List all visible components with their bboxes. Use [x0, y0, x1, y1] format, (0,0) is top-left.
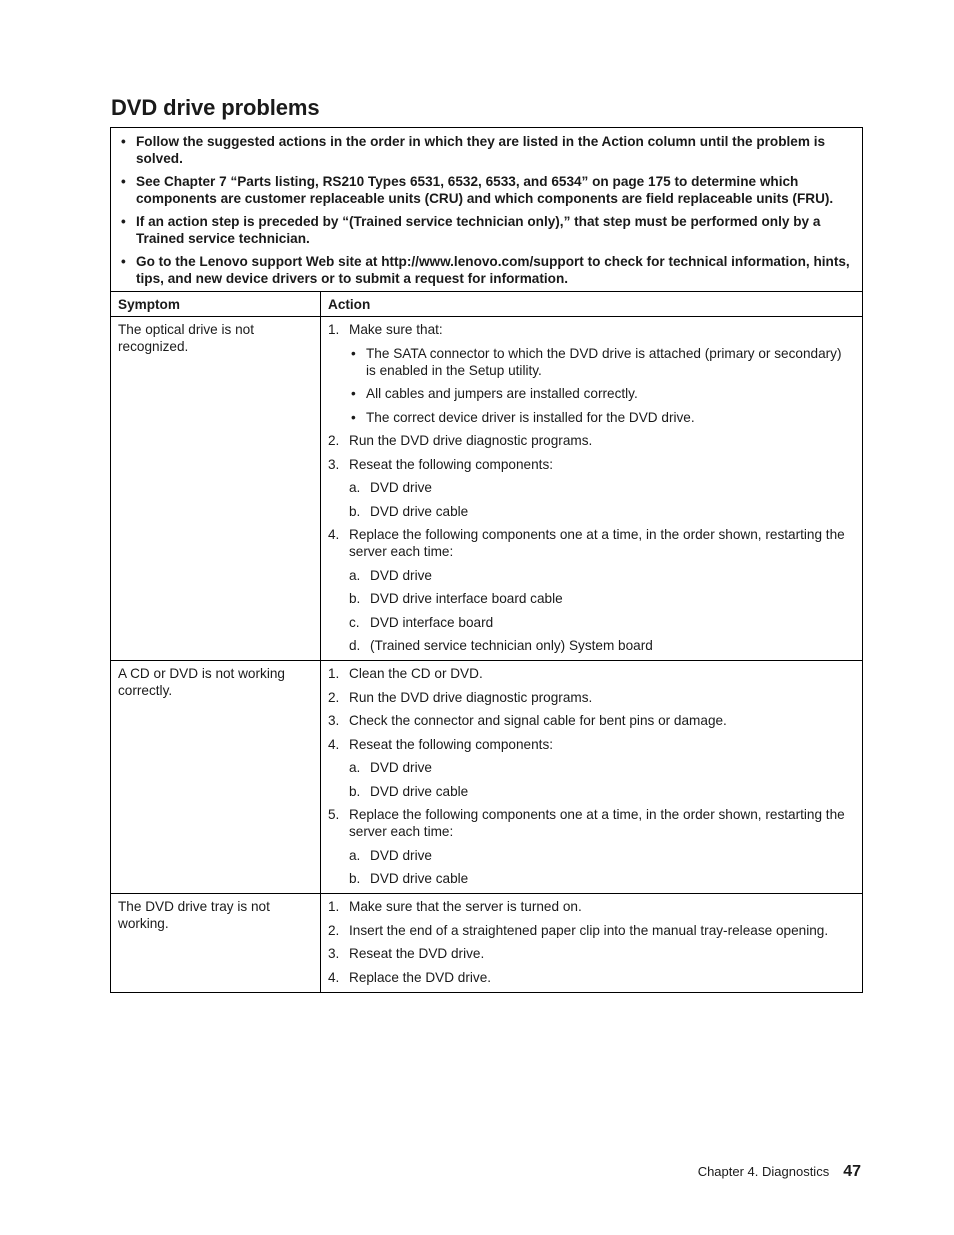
- step-text: Clean the CD or DVD.: [349, 666, 483, 681]
- table-row: [111, 661, 863, 894]
- sub-step-letter: a.: [349, 847, 361, 863]
- sub-step-letter: a.: [349, 567, 361, 583]
- sub-step-text: DVD drive: [370, 760, 432, 775]
- action-step: [328, 922, 855, 939]
- sub-step-text: All cables and jumpers are installed correctly.: [366, 386, 638, 401]
- sub-step-text: DVD drive: [370, 847, 432, 863]
- note-item: [119, 253, 854, 287]
- action-step: [328, 736, 855, 800]
- sub-step: [349, 345, 855, 379]
- sub-step: [349, 590, 855, 607]
- table-rows: [111, 317, 863, 993]
- sub-step: [349, 637, 855, 654]
- step-number: 2.: [328, 689, 340, 705]
- step-text: Insert the end of a straightened paper clip into the manual tray-release opening.: [349, 922, 829, 938]
- bullet-icon: •: [121, 214, 126, 229]
- action-step: [328, 689, 855, 706]
- symptom-cell: A CD or DVD is not working correctly.: [111, 661, 321, 894]
- sub-step-text: DVD drive interface board cable: [370, 591, 563, 606]
- step-number: 3.: [328, 713, 340, 728]
- action-step: [328, 665, 855, 682]
- note-text: Follow the suggested actions in the order in which they are listed in the Action column until the problem is solved.: [136, 134, 826, 166]
- step-text: Reseat the following components:: [349, 456, 554, 472]
- action-step: [328, 945, 855, 962]
- step-text: Make sure that:: [349, 322, 443, 337]
- sub-step-letter: b.: [349, 783, 361, 799]
- sub-step-text: DVD drive cable: [370, 871, 469, 886]
- notes-row: [111, 128, 863, 292]
- step-number: 4.: [328, 969, 340, 985]
- sub-step-letter: a.: [349, 480, 361, 495]
- bullet-icon: •: [351, 345, 356, 361]
- dvd-problems-table: [110, 127, 863, 993]
- step-text: Replace the following components one at a time, in the order shown, restarting the server each time:: [349, 527, 845, 559]
- sub-step-text: (Trained service technician only) System board: [370, 638, 653, 653]
- sub-step: [349, 567, 855, 584]
- step-number: 2.: [328, 433, 340, 448]
- sub-step-text: DVD drive cable: [370, 503, 469, 519]
- step-number: 1.: [328, 322, 340, 337]
- action-step: [328, 969, 855, 986]
- bullet-icon: •: [351, 386, 356, 401]
- step-number: 1.: [328, 899, 340, 914]
- action-step: [328, 432, 855, 449]
- symptom-cell: The DVD drive tray is not working.: [111, 894, 321, 993]
- step-number: 3.: [328, 946, 340, 961]
- action-cell: [321, 894, 863, 993]
- step-text: Make sure that the server is turned on.: [349, 899, 582, 914]
- sub-step-text: DVD interface board: [370, 614, 494, 630]
- step-text: Check the connector and signal cable for bent pins or damage.: [349, 713, 727, 728]
- sub-step: [349, 759, 855, 776]
- note-text: Go to the Lenovo support Web site at http://www.lenovo.com/support to check for technical information, hints, tips, and new device drivers or to submit a request for information.: [136, 254, 850, 286]
- sub-step-letter: a.: [349, 760, 361, 775]
- footer-chapter: Chapter 4. Diagnostics: [697, 1164, 830, 1179]
- page-title: DVD drive problems: [111, 95, 320, 120]
- step-number: 4.: [328, 527, 340, 542]
- step-text: Run the DVD drive diagnostic programs.: [349, 689, 593, 705]
- note-text: See Chapter 7 “Parts listing, RS210 Types 6531, 6532, 6533, and 6534” on page 175 to determine which components are customer replaceable units (CRU) and which components are field replaceable units (FRU).: [136, 174, 834, 206]
- step-text: Reseat the DVD drive.: [349, 946, 485, 961]
- bullet-icon: •: [121, 254, 126, 269]
- table-row: [111, 317, 863, 661]
- action-step: [328, 712, 855, 729]
- step-text: Replace the DVD drive.: [349, 969, 492, 985]
- sub-step-letter: b.: [349, 503, 361, 519]
- sub-step-letter: c.: [349, 614, 360, 630]
- note-item: [119, 213, 854, 247]
- action-steps: [328, 321, 855, 654]
- step-number: 2.: [328, 922, 340, 938]
- step-number: 3.: [328, 456, 340, 472]
- action-cell: [321, 661, 863, 894]
- action-steps: [328, 665, 855, 887]
- sub-steps: [349, 759, 855, 800]
- sub-step: [349, 409, 855, 426]
- page-footer: [698, 1163, 861, 1181]
- step-number: 1.: [328, 666, 340, 681]
- symptom-cell: The optical drive is not recognized.: [111, 317, 321, 661]
- sub-step: [349, 385, 855, 402]
- note-item: [119, 173, 854, 207]
- note-text: If an action step is preceded by “(Trained service technician only),” that step must be performed only by a Trained service technician.: [136, 214, 821, 246]
- sub-step-text: DVD drive: [370, 567, 432, 583]
- action-step: [328, 526, 855, 654]
- sub-step-text: DVD drive cable: [370, 783, 469, 799]
- sub-step-text: The SATA connector to which the DVD drive is attached (primary or secondary) is enabled in the Setup utility.: [366, 345, 842, 378]
- action-cell: [321, 317, 863, 661]
- action-step: [328, 321, 855, 426]
- step-text: Reseat the following components:: [349, 736, 554, 752]
- sub-step: [349, 614, 855, 631]
- sub-step: [349, 783, 855, 800]
- sub-steps: [349, 847, 855, 888]
- sub-steps: [349, 567, 855, 655]
- sub-step-letter: b.: [349, 591, 361, 606]
- sub-step: [349, 503, 855, 520]
- action-column-header: Action: [321, 292, 863, 317]
- step-text: Replace the following components one at a time, in the order shown, restarting the server each time:: [349, 807, 845, 839]
- sub-step: [349, 870, 855, 887]
- sub-steps: [349, 345, 855, 426]
- bullet-icon: •: [121, 134, 126, 149]
- step-number: 5.: [328, 807, 340, 822]
- note-item: [119, 133, 854, 167]
- notes-cell: [111, 128, 863, 292]
- notes-list: [119, 133, 854, 287]
- action-step: [328, 456, 855, 520]
- sub-steps: [349, 479, 855, 520]
- bullet-icon: •: [121, 174, 126, 189]
- symptom-column-header: Symptom: [111, 292, 321, 317]
- step-number: 4.: [328, 736, 340, 752]
- step-text: Run the DVD drive diagnostic programs.: [349, 433, 593, 448]
- sub-step: [349, 847, 855, 864]
- header-row: [111, 292, 863, 317]
- bullet-icon: •: [351, 409, 356, 425]
- sub-step: [349, 479, 855, 496]
- action-step: [328, 898, 855, 915]
- action-step: [328, 806, 855, 887]
- sub-step-text: DVD drive: [370, 480, 432, 495]
- page-number: 47: [843, 1163, 861, 1180]
- table-row: [111, 894, 863, 993]
- sub-step-letter: d.: [349, 638, 361, 653]
- sub-step-letter: b.: [349, 871, 361, 886]
- sub-step-text: The correct device driver is installed for the DVD drive.: [366, 409, 695, 425]
- action-steps: [328, 898, 855, 986]
